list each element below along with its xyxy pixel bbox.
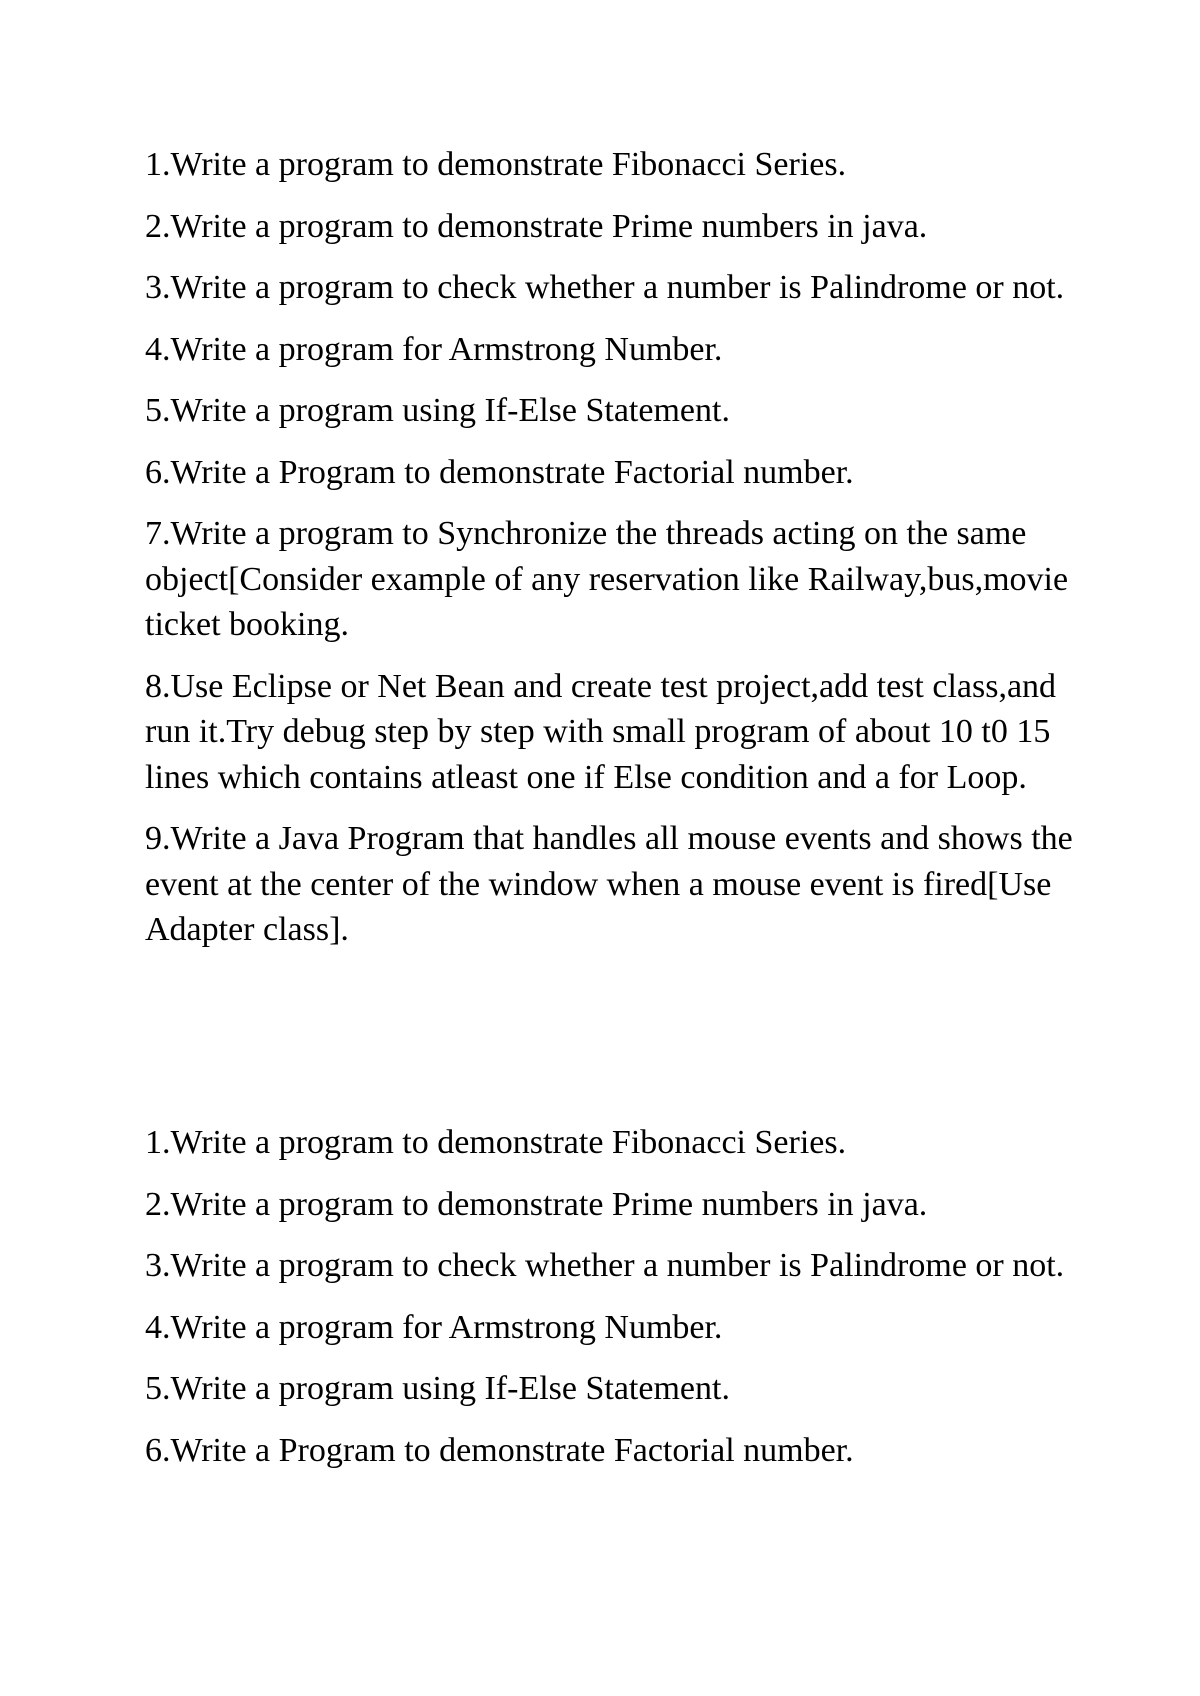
question-item: 1.Write a program to demonstrate Fibonacci Series. <box>145 1124 847 1161</box>
question-item: 3.Write a program to check whether a number is Palindrome or not. <box>145 1247 1065 1284</box>
question-item: 6.Write a Program to demonstrate Factorial number. <box>145 453 854 491</box>
question-item: 8.Use Eclipse or Net Bean and create test project,add test class,and run it.Try debug step by step with small program of about 10 t0 15 lines which contains atleast one if Else condition and a for Loop. <box>145 667 1057 796</box>
question-item: 6.Write a Program to demonstrate Factorial number. <box>145 1431 854 1469</box>
question-item: 7.Write a program to Synchronize the threads acting on the same object[Consider example of any reservation like Railway,bus,movie ticket booking. <box>145 515 1069 643</box>
question-item: 5.Write a program using If-Else Statement. <box>145 392 730 429</box>
question-item: 4.Write a program for Armstrong Number. <box>145 1308 723 1346</box>
question-list-2 <box>145 1120 1075 1489</box>
question-item: 4.Write a program for Armstrong Number. <box>145 330 723 368</box>
question-list-1 <box>145 142 1075 969</box>
question-item: 9.Write a Java Program that handles all mouse events and shows the event at the center of the window when a mouse event is fired[Use Adapter class]. <box>145 820 1073 948</box>
question-item: 3.Write a program to check whether a number is Palindrome or not. <box>145 269 1065 306</box>
question-item: 2.Write a program to demonstrate Prime numbers in java. <box>145 1185 928 1223</box>
question-item: 1.Write a program to demonstrate Fibonacci Series. <box>145 146 847 183</box>
question-item: 5.Write a program using If-Else Statement. <box>145 1370 730 1407</box>
question-item: 2.Write a program to demonstrate Prime numbers in java. <box>145 207 928 245</box>
